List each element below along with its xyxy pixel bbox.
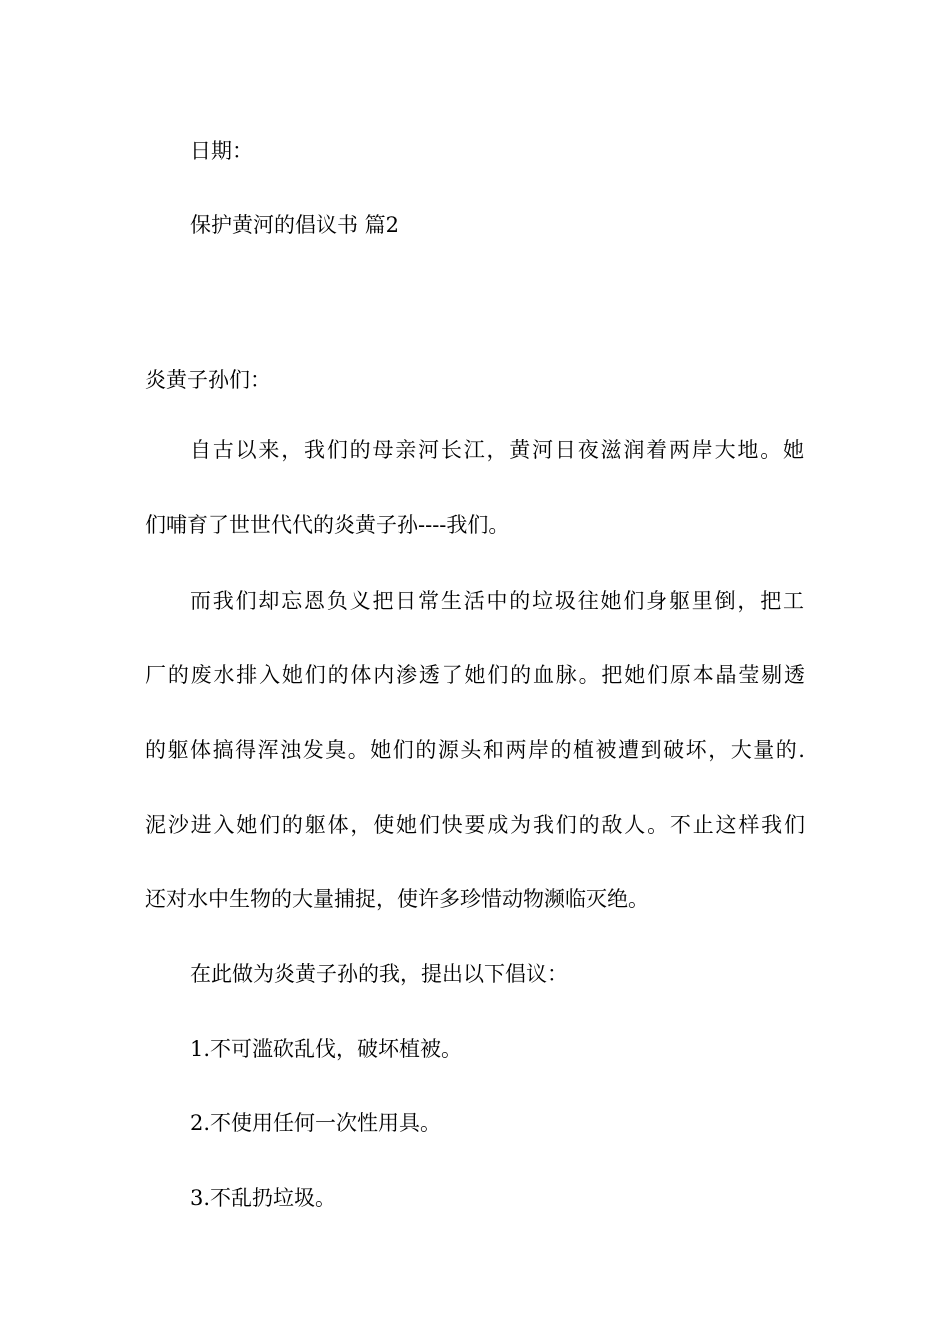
proposal-item: 3.不乱扔垃圾。 xyxy=(190,1186,337,1210)
paragraph-line: 还对水中生物的大量捕捉，使许多珍惜动物濒临灭绝。 xyxy=(145,887,649,911)
proposal-item: 1.不可滥砍乱伐，破坏植被。 xyxy=(190,1037,463,1061)
paragraph-line: 们哺育了世世代代的炎黄子孙----我们。 xyxy=(145,513,510,537)
proposal-item: 2.不使用任何一次性用具。 xyxy=(190,1111,442,1135)
salutation: 炎黄子孙们： xyxy=(145,368,271,392)
paragraph-line: 泥沙进入她们的躯体，使她们快要成为我们的敌人。不止这样我们 xyxy=(145,813,805,837)
paragraph-line: 厂的废水排入她们的体内渗透了她们的血脉。把她们原本晶莹剔透 xyxy=(145,663,805,687)
date-label: 日期： xyxy=(190,139,253,163)
paragraph-line: 而我们却忘恩负义把日常生活中的垃圾往她们身躯里倒，把工 xyxy=(190,589,804,613)
section-title: 保护黄河的倡议书 篇2 xyxy=(190,213,400,237)
proposal-intro: 在此做为炎黄子孙的我，提出以下倡议： xyxy=(190,962,568,986)
paragraph-line: 自古以来，我们的母亲河长江，黄河日夜滋润着两岸大地。她 xyxy=(190,438,804,462)
paragraph-line: 的躯体搞得浑浊发臭。她们的源头和两岸的植被遭到破坏，大量的. xyxy=(145,738,805,762)
